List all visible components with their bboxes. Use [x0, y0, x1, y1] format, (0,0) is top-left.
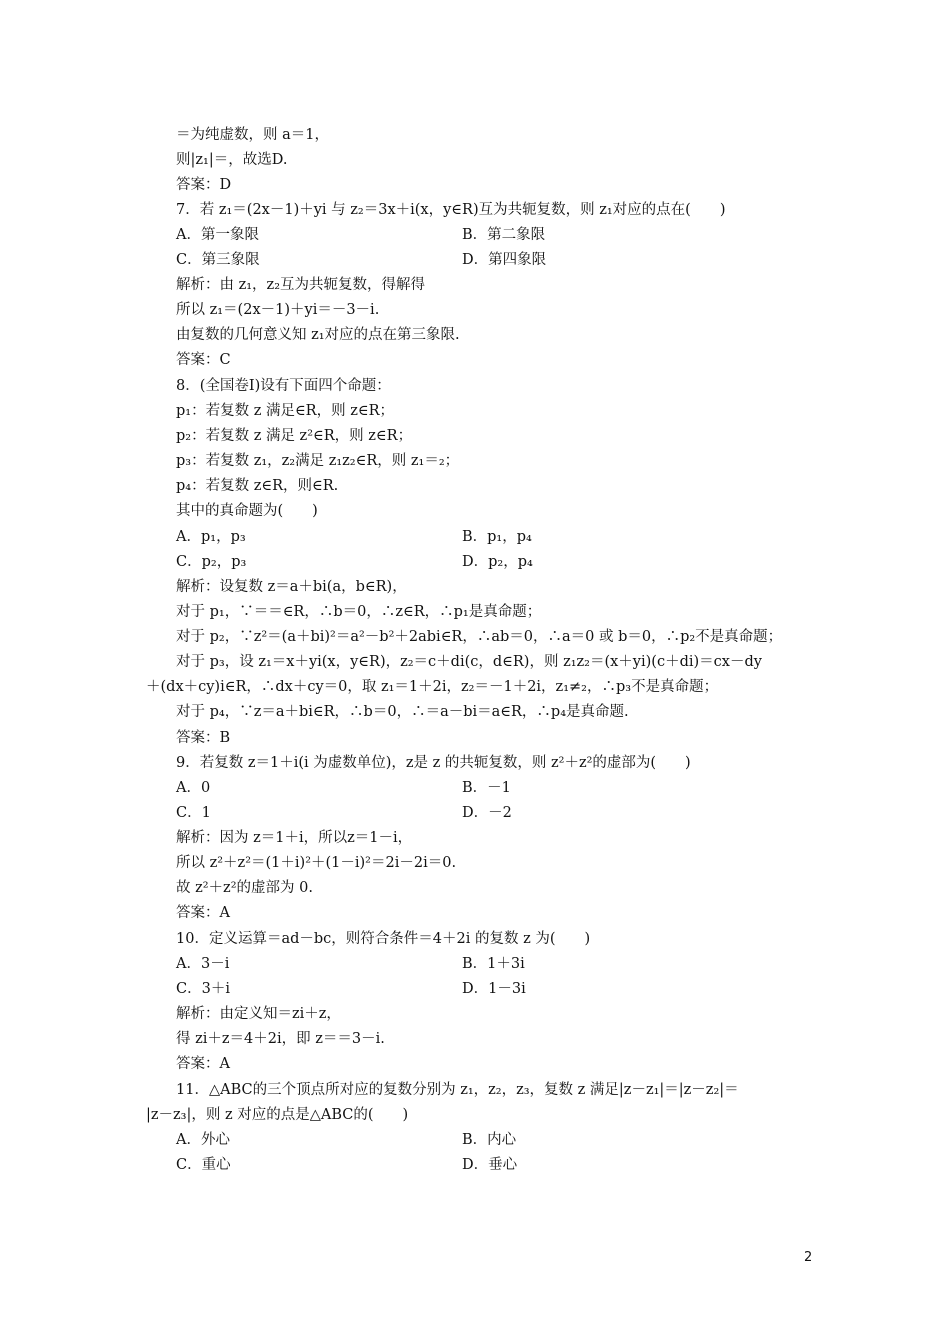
option-b: B．内心 — [462, 1132, 517, 1148]
option-d: D．－2 — [462, 805, 512, 821]
text-line: 对于 p₁，∵＝＝∈R，∴b＝0，∴z∈R，∴p₁是真命题； — [176, 604, 542, 620]
text-line: 所以 z₁＝(2x－1)＋yi＝－3－i. — [176, 302, 380, 318]
text-line: 答案：A — [176, 1056, 230, 1072]
text-line: 故 z²＋z²的虚部为 0. — [176, 880, 313, 896]
text-line: 解析：由定义知＝zi＋z， — [176, 1006, 341, 1022]
text-line: 则|z₁|＝，故选D. — [176, 152, 288, 168]
text-line: 由复数的几何意义知 z₁对应的点在第三象限. — [176, 327, 460, 343]
option-d: D．p₂，p₄ — [462, 554, 533, 570]
question-9: 9．若复数 z＝1＋i(i 为虚数单位)，z是 z 的共轭复数，则 z²＋z²的虚部为( ) — [176, 755, 691, 771]
question-7: 7．若 z₁＝(2x－1)＋yi 与 z₂＝3x＋i(x，y∈R)互为共轭复数，则 z₁对应的点在( ) — [176, 202, 726, 218]
text-line: ＝为纯虚数，则 a＝1， — [176, 127, 329, 143]
option-b: B．1＋3i — [462, 956, 525, 972]
text-line: p₁：若复数 z 满足∈R，则 z∈R； — [176, 403, 395, 419]
option-a: A．3－i — [176, 956, 230, 972]
option-c: C．1 — [176, 805, 211, 821]
option-c: C．3＋i — [176, 981, 230, 997]
option-a: A．p₁，p₃ — [176, 529, 246, 545]
text-line: 解析：因为 z＝1＋i，所以z＝1－i， — [176, 830, 413, 846]
text-line: 答案：D — [176, 177, 232, 193]
text-line: 解析：设复数 z＝a＋bi(a，b∈R)， — [176, 579, 407, 595]
text-line: 对于 p₃，设 z₁＝x＋yi(x，y∈R)，z₂＝c＋di(c，d∈R)，则 z₁z₂＝(x＋yi)(c＋di)＝cx－dy — [176, 654, 762, 670]
option-b: B．第二象限 — [462, 227, 546, 243]
text-line: 解析：由 z₁，z₂互为共轭复数，得解得 — [176, 277, 426, 293]
text-line: 其中的真命题为( ) — [176, 503, 318, 519]
text-line: 答案：C — [176, 352, 231, 368]
option-a: A．0 — [176, 780, 211, 796]
option-b: B．－1 — [462, 780, 511, 796]
page-number: 2 — [804, 1250, 813, 1265]
option-a: A．第一象限 — [176, 227, 259, 243]
option-b: B．p₁，p₄ — [462, 529, 532, 545]
option-d: D．垂心 — [462, 1157, 518, 1173]
question-8: 8．(全国卷Ⅰ)设有下面四个命题： — [176, 378, 391, 394]
text-line: 答案：A — [176, 905, 230, 921]
text-line: 所以 z²＋z²＝(1＋i)²＋(1－i)²＝2i－2i＝0. — [176, 855, 457, 871]
option-d: D．1－3i — [462, 981, 526, 997]
text-line: 对于 p₂，∵z²＝(a＋bi)²＝a²－b²＋2abi∈R，∴ab＝0，∴a＝0 或 b＝0，∴p₂不是真命题； — [176, 629, 783, 645]
option-c: C．重心 — [176, 1157, 231, 1173]
text-line: |z－z₃|，则 z 对应的点是△ABC的( ) — [146, 1107, 409, 1123]
text-line: 对于 p₄，∵z＝a＋bi∈R，∴b＝0，∴＝a－bi＝a∈R，∴p₄是真命题. — [176, 704, 629, 720]
text-line: ＋(dx＋cy)i∈R，∴dx＋cy＝0，取 z₁＝1＋2i，z₂＝－1＋2i，z₁≠₂，∴p₃不是真命题； — [146, 679, 719, 695]
text-line: p₃：若复数 z₁，z₂满足 z₁z₂∈R，则 z₁＝₂； — [176, 453, 460, 469]
question-11: 11．△ABC的三个顶点所对应的复数分别为 z₁，z₂，z₃，复数 z 满足|z－z₁|＝|z－z₂|＝ — [176, 1082, 739, 1098]
option-d: D．第四象限 — [462, 252, 547, 268]
text-line: 得 zi＋z＝4＋2i，即 z＝＝3－i. — [176, 1031, 385, 1047]
option-c: C．第三象限 — [176, 252, 260, 268]
text-line: p₄：若复数 z∈R，则∈R. — [176, 478, 339, 494]
option-c: C．p₂，p₃ — [176, 554, 247, 570]
text-line: p₂：若复数 z 满足 z²∈R，则 z∈R； — [176, 428, 413, 444]
question-10: 10．定义运算＝ad－bc，则符合条件＝4＋2i 的复数 z 为( ) — [176, 931, 591, 947]
text-line: 答案：B — [176, 730, 231, 746]
option-a: A．外心 — [176, 1132, 230, 1148]
